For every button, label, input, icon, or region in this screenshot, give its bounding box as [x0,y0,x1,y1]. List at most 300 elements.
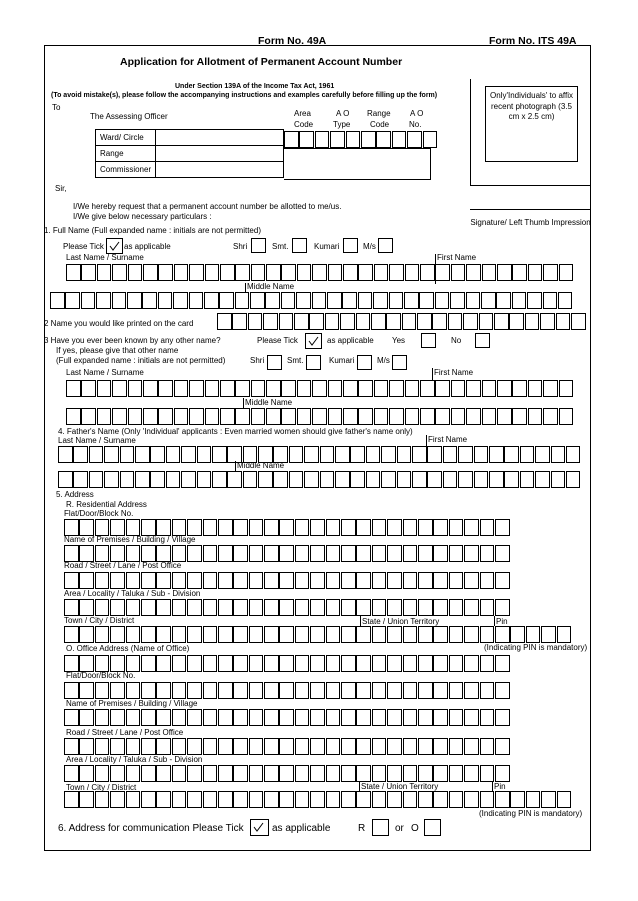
char-box[interactable] [405,380,420,397]
char-box[interactable] [312,264,327,281]
char-box[interactable] [541,626,556,643]
char-box[interactable] [141,765,156,782]
char-box[interactable] [220,408,235,425]
char-box[interactable] [374,408,389,425]
char-box[interactable] [458,471,473,488]
char-box[interactable] [326,709,341,726]
char-box[interactable] [418,738,433,755]
char-box[interactable] [97,264,112,281]
char-box[interactable] [279,765,294,782]
char-box[interactable] [95,655,110,672]
char-box[interactable] [172,738,187,755]
char-box[interactable] [235,292,250,309]
char-box[interactable] [480,599,495,616]
char-box[interactable] [403,545,418,562]
char-box[interactable] [433,599,448,616]
char-box[interactable] [466,292,481,309]
char-box[interactable] [203,545,218,562]
char-box[interactable] [97,380,112,397]
char-box[interactable] [233,572,248,589]
char-box[interactable] [249,791,264,808]
char-box[interactable] [326,572,341,589]
res-area-boxes[interactable] [64,599,510,616]
char-box[interactable] [95,791,110,808]
char-box[interactable] [127,292,142,309]
char-box[interactable] [150,471,165,488]
char-box[interactable] [187,572,202,589]
char-box[interactable] [203,791,218,808]
r-checkbox[interactable] [372,819,389,836]
char-box[interactable] [249,655,264,672]
char-box[interactable] [449,682,464,699]
char-box[interactable] [325,313,340,330]
char-box[interactable] [482,264,497,281]
char-box[interactable] [312,292,327,309]
char-box[interactable] [551,446,566,463]
char-box[interactable] [310,626,325,643]
char-box[interactable] [466,380,481,397]
char-box[interactable] [143,264,158,281]
char-box[interactable] [189,264,204,281]
char-box[interactable] [418,545,433,562]
char-box[interactable] [126,599,141,616]
char-box[interactable] [479,313,494,330]
char-box[interactable] [79,545,94,562]
char-box[interactable] [66,264,81,281]
char-box[interactable] [251,408,266,425]
char-box[interactable] [203,572,218,589]
char-box[interactable] [65,292,80,309]
char-box[interactable] [371,313,386,330]
char-box[interactable] [312,408,327,425]
char-box[interactable] [141,599,156,616]
char-box[interactable] [141,682,156,699]
char-box[interactable] [110,572,125,589]
char-box[interactable] [264,626,279,643]
char-box[interactable] [341,655,356,672]
char-box[interactable] [494,313,509,330]
char-box[interactable] [126,738,141,755]
char-box[interactable] [174,380,189,397]
char-box[interactable] [264,791,279,808]
char-box[interactable] [279,655,294,672]
char-box[interactable] [110,655,125,672]
char-box[interactable] [110,765,125,782]
char-box[interactable] [81,264,96,281]
char-box[interactable] [156,545,171,562]
char-box[interactable] [156,572,171,589]
char-box[interactable] [217,313,232,330]
char-box[interactable] [403,599,418,616]
char-box[interactable] [156,519,171,536]
char-box[interactable] [451,264,466,281]
char-box[interactable] [218,709,233,726]
char-box[interactable] [449,545,464,562]
char-box[interactable] [381,446,396,463]
card-name-boxes[interactable] [217,313,586,330]
char-box[interactable] [543,408,558,425]
char-box[interactable] [326,519,341,536]
char-box[interactable] [458,446,473,463]
char-box[interactable] [189,408,204,425]
char-box[interactable] [249,682,264,699]
tick-box-1[interactable] [106,238,123,254]
char-box[interactable] [128,264,143,281]
char-box[interactable] [474,471,489,488]
char-box[interactable] [474,446,489,463]
char-box[interactable] [95,519,110,536]
char-box[interactable] [279,572,294,589]
char-box[interactable] [480,791,495,808]
char-box[interactable] [528,380,543,397]
char-box[interactable] [141,572,156,589]
char-box[interactable] [172,599,187,616]
char-box[interactable] [404,292,419,309]
char-box[interactable] [233,791,248,808]
char-box[interactable] [464,545,479,562]
char-box[interactable] [110,545,125,562]
char-box[interactable] [232,313,247,330]
char-box[interactable] [372,626,387,643]
char-box[interactable] [110,709,125,726]
char-box[interactable] [464,791,479,808]
char-box[interactable] [187,709,202,726]
char-box[interactable] [295,738,310,755]
char-box[interactable] [433,791,448,808]
char-box[interactable] [449,519,464,536]
char-box[interactable] [295,599,310,616]
char-box[interactable] [387,655,402,672]
char-box[interactable] [543,380,558,397]
char-box[interactable] [358,292,373,309]
char-box[interactable] [358,408,373,425]
char-box[interactable] [495,709,510,726]
char-box[interactable] [341,709,356,726]
char-box[interactable] [449,709,464,726]
char-box[interactable] [418,682,433,699]
char-box[interactable] [387,765,402,782]
char-box[interactable] [341,519,356,536]
char-box[interactable] [172,765,187,782]
char-box[interactable] [126,709,141,726]
char-box[interactable] [203,519,218,536]
char-box[interactable] [387,572,402,589]
char-box[interactable] [310,519,325,536]
char-box[interactable] [528,408,543,425]
char-box[interactable] [110,791,125,808]
char-box[interactable] [187,791,202,808]
char-box[interactable] [512,292,527,309]
char-box[interactable] [187,545,202,562]
commissioner-input[interactable] [156,162,284,178]
off-road-boxes[interactable] [64,738,510,755]
char-box[interactable] [126,765,141,782]
char-box[interactable] [374,264,389,281]
char-box[interactable] [356,572,371,589]
char-box[interactable] [120,471,135,488]
char-box[interactable] [218,572,233,589]
char-box[interactable] [141,545,156,562]
char-box[interactable] [310,738,325,755]
char-box[interactable] [205,380,220,397]
char-box[interactable] [181,471,196,488]
char-box[interactable] [64,572,79,589]
office-name-boxes[interactable] [64,655,510,672]
char-box[interactable] [295,791,310,808]
char-box[interactable] [172,545,187,562]
char-box[interactable] [203,709,218,726]
char-box[interactable] [341,545,356,562]
shri-checkbox-3[interactable] [267,355,282,370]
char-box[interactable] [235,264,250,281]
char-box[interactable] [156,709,171,726]
char-box[interactable] [197,471,212,488]
char-box[interactable] [258,471,273,488]
char-box[interactable] [279,545,294,562]
char-box[interactable] [156,738,171,755]
char-box[interactable] [520,446,535,463]
char-box[interactable] [304,471,319,488]
char-box[interactable] [464,765,479,782]
char-box[interactable] [266,408,281,425]
char-box[interactable] [350,446,365,463]
char-box[interactable] [387,709,402,726]
char-box[interactable] [449,655,464,672]
char-box[interactable] [559,380,574,397]
char-box[interactable] [189,380,204,397]
char-box[interactable] [249,709,264,726]
char-box[interactable] [166,446,181,463]
res-premises-boxes[interactable] [64,545,510,562]
char-box[interactable] [432,313,447,330]
char-box[interactable] [141,738,156,755]
char-box[interactable] [433,545,448,562]
char-box[interactable] [64,791,79,808]
char-box[interactable] [418,655,433,672]
char-box[interactable] [294,313,309,330]
char-box[interactable] [266,380,281,397]
char-box[interactable] [326,765,341,782]
char-box[interactable] [386,313,401,330]
char-box[interactable] [464,626,479,643]
char-box[interactable] [559,264,574,281]
char-box[interactable] [174,264,189,281]
char-box[interactable] [540,313,555,330]
off-flat-boxes[interactable] [64,682,510,699]
char-box[interactable] [309,313,324,330]
other-middle-name-boxes[interactable] [66,408,574,425]
char-box[interactable] [372,765,387,782]
char-box[interactable] [281,292,296,309]
char-box[interactable] [66,408,81,425]
char-box[interactable] [279,791,294,808]
char-box[interactable] [381,471,396,488]
ao-code-boxes[interactable] [284,131,438,148]
char-box[interactable] [328,264,343,281]
char-box[interactable] [387,682,402,699]
char-box[interactable] [310,682,325,699]
char-box[interactable] [495,738,510,755]
char-box[interactable] [356,791,371,808]
char-box[interactable] [89,446,104,463]
char-box[interactable] [495,572,510,589]
char-box[interactable] [448,313,463,330]
char-box[interactable] [95,765,110,782]
char-box[interactable] [73,471,88,488]
char-box[interactable] [126,626,141,643]
char-box[interactable] [435,380,450,397]
char-box[interactable] [110,599,125,616]
char-box[interactable] [279,519,294,536]
char-box[interactable] [557,626,572,643]
char-box[interactable] [520,471,535,488]
char-box[interactable] [310,655,325,672]
char-box[interactable] [174,408,189,425]
char-box[interactable] [326,545,341,562]
tick-box-3[interactable] [305,333,322,349]
char-box[interactable] [372,519,387,536]
char-box[interactable] [320,471,335,488]
char-box[interactable] [464,709,479,726]
char-box[interactable] [295,572,310,589]
char-box[interactable] [264,572,279,589]
char-box[interactable] [187,599,202,616]
char-box[interactable] [281,380,296,397]
char-box[interactable] [264,738,279,755]
char-box[interactable] [341,572,356,589]
char-box[interactable] [110,626,125,643]
char-box[interactable] [135,471,150,488]
char-box[interactable] [110,519,125,536]
char-box[interactable] [141,709,156,726]
char-box[interactable] [433,626,448,643]
char-box[interactable] [126,572,141,589]
char-box[interactable] [420,408,435,425]
char-box[interactable] [495,519,510,536]
char-box[interactable] [356,626,371,643]
char-box[interactable] [233,738,248,755]
char-box[interactable] [403,572,418,589]
char-box[interactable] [233,655,248,672]
char-box[interactable] [156,765,171,782]
char-box[interactable] [326,682,341,699]
char-box[interactable] [566,471,581,488]
o-checkbox[interactable] [424,819,441,836]
char-box[interactable] [510,626,525,643]
char-box[interactable] [403,626,418,643]
char-box[interactable] [512,408,527,425]
char-box[interactable] [264,765,279,782]
char-box[interactable] [372,599,387,616]
char-box[interactable] [172,519,187,536]
char-box[interactable] [418,572,433,589]
char-box[interactable] [173,292,188,309]
char-box[interactable] [81,408,96,425]
char-box[interactable] [187,655,202,672]
char-box[interactable] [512,380,527,397]
char-box[interactable] [509,313,524,330]
char-box[interactable] [543,264,558,281]
char-box[interactable] [158,292,173,309]
char-box[interactable] [350,471,365,488]
char-box[interactable] [427,446,442,463]
char-box[interactable] [420,264,435,281]
char-box[interactable] [112,292,127,309]
char-box[interactable] [433,709,448,726]
char-box[interactable] [495,599,510,616]
char-box[interactable] [95,626,110,643]
char-box[interactable] [96,292,111,309]
char-box[interactable] [310,572,325,589]
char-box[interactable] [541,791,556,808]
char-box[interactable] [110,682,125,699]
char-box[interactable] [449,626,464,643]
char-box[interactable] [150,446,165,463]
char-box[interactable] [233,682,248,699]
char-box[interactable] [341,738,356,755]
char-box[interactable] [535,446,550,463]
char-box[interactable] [218,599,233,616]
other-last-name-boxes[interactable] [66,380,574,397]
char-box[interactable] [343,380,358,397]
char-box[interactable] [249,572,264,589]
char-box[interactable] [212,471,227,488]
char-box[interactable] [58,446,73,463]
char-box[interactable] [464,572,479,589]
char-box[interactable] [372,545,387,562]
char-box[interactable] [156,682,171,699]
char-box[interactable] [141,791,156,808]
smt-checkbox-3[interactable] [306,355,321,370]
char-box[interactable] [295,682,310,699]
char-box[interactable] [403,655,418,672]
char-box[interactable] [356,709,371,726]
middle-name-boxes[interactable] [50,292,573,309]
char-box[interactable] [372,738,387,755]
char-box[interactable] [449,791,464,808]
char-box[interactable] [310,545,325,562]
char-box[interactable] [235,380,250,397]
char-box[interactable] [433,519,448,536]
char-box[interactable] [418,791,433,808]
char-box[interactable] [372,682,387,699]
char-box[interactable] [435,264,450,281]
char-box[interactable] [142,292,157,309]
char-box[interactable] [249,545,264,562]
char-box[interactable] [233,765,248,782]
char-box[interactable] [341,682,356,699]
char-box[interactable] [172,682,187,699]
char-box[interactable] [264,655,279,672]
char-box[interactable] [158,408,173,425]
char-box[interactable] [281,408,296,425]
char-box[interactable] [418,765,433,782]
char-box[interactable] [356,655,371,672]
char-box[interactable] [419,292,434,309]
char-box[interactable] [341,626,356,643]
char-box[interactable] [480,545,495,562]
ms-checkbox[interactable] [378,238,393,253]
char-box[interactable] [372,709,387,726]
char-box[interactable] [525,313,540,330]
char-box[interactable] [418,599,433,616]
char-box[interactable] [79,682,94,699]
char-box[interactable] [512,264,527,281]
char-box[interactable] [79,765,94,782]
char-box[interactable] [79,599,94,616]
char-box[interactable] [295,626,310,643]
char-box[interactable] [449,765,464,782]
